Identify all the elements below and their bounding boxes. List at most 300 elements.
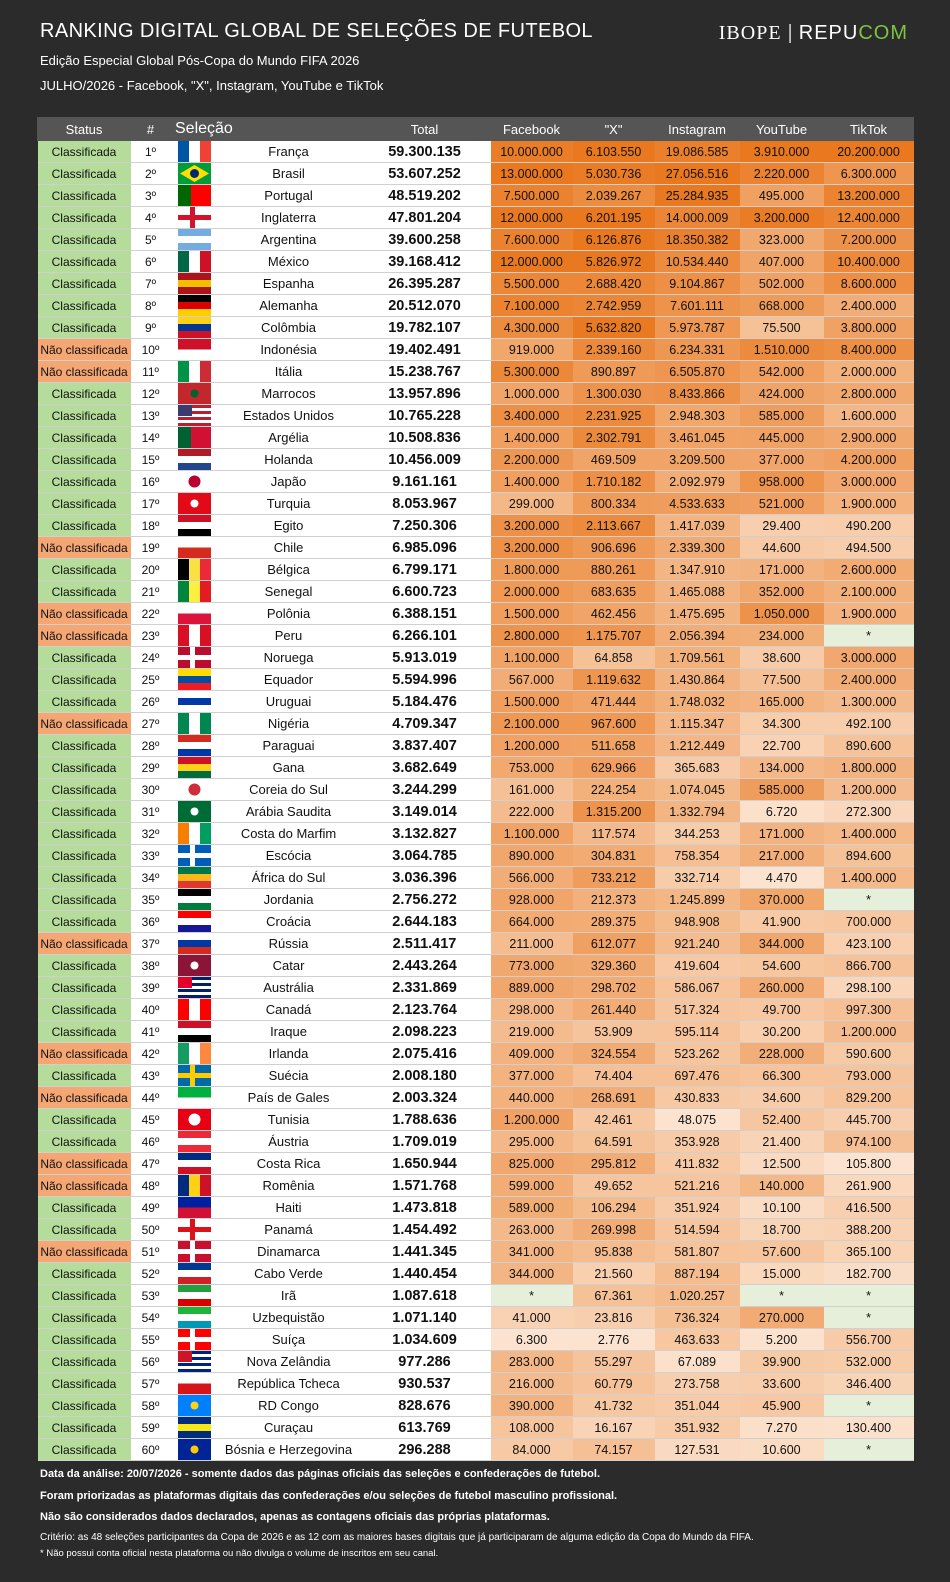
value-cell-x: 95.838 <box>573 1241 655 1263</box>
total-cell: 1.709.019 <box>359 1131 491 1153</box>
flag-icon <box>178 1285 211 1306</box>
value-cell-tiktok: 1.800.000 <box>824 757 914 779</box>
logo-com: COM <box>858 22 908 44</box>
value-cell-instagram: 1.417.039 <box>655 515 740 537</box>
value-cell-tiktok: 974.100 <box>824 1131 914 1153</box>
value-cell-tiktok: 1.400.000 <box>824 867 914 889</box>
flag-icon <box>178 207 211 228</box>
rank-cell: 27º <box>131 713 171 735</box>
rank-cell: 34º <box>131 867 171 889</box>
flag-icon <box>178 867 211 888</box>
total-cell: 1.071.140 <box>359 1307 491 1329</box>
value-cell-facebook: 1.200.000 <box>491 1109 573 1131</box>
flag-icon <box>178 515 211 536</box>
table-row <box>38 1241 914 1263</box>
rank-cell: 38º <box>131 955 171 977</box>
value-cell-facebook: 1.800.000 <box>491 559 573 581</box>
total-cell: 1.650.944 <box>359 1153 491 1175</box>
table-row <box>38 1021 914 1043</box>
value-cell-tiktok: 1.200.000 <box>824 1021 914 1043</box>
status-cell: Não classificada <box>38 713 131 735</box>
value-cell-x: 74.404 <box>573 1065 655 1087</box>
value-cell-facebook: 1.100.000 <box>491 647 573 669</box>
status-cell: Classificada <box>38 471 131 493</box>
value-cell-instagram: 1.347.910 <box>655 559 740 581</box>
total-cell: 3.244.299 <box>359 779 491 801</box>
value-cell-x: 890.897 <box>573 361 655 383</box>
flag-icon <box>178 603 211 624</box>
status-cell: Não classificada <box>38 1153 131 1175</box>
rank-cell: 58º <box>131 1395 171 1417</box>
value-cell-tiktok: 1.200.000 <box>824 779 914 801</box>
value-cell-youtube: 29.400 <box>740 515 824 537</box>
total-cell: 2.075.416 <box>359 1043 491 1065</box>
flag-cell <box>171 405 219 427</box>
value-cell-youtube: 22.700 <box>740 735 824 757</box>
value-cell-tiktok: 1.900.000 <box>824 603 914 625</box>
flag-cell <box>171 1241 219 1263</box>
flag-icon <box>178 999 211 1020</box>
value-cell-x: 1.119.632 <box>573 669 655 691</box>
value-cell-instagram: 351.932 <box>655 1417 740 1439</box>
total-cell: 47.801.204 <box>359 207 491 229</box>
header-youtube: YouTube <box>740 118 824 141</box>
value-cell-facebook: 7.500.000 <box>491 185 573 207</box>
value-cell-tiktok: 3.000.000 <box>824 647 914 669</box>
flag-icon <box>178 185 211 206</box>
table-row <box>38 141 914 163</box>
flag-icon <box>178 383 211 404</box>
status-cell: Classificada <box>38 493 131 515</box>
value-cell-tiktok: 997.300 <box>824 999 914 1021</box>
value-cell-x: 6.126.876 <box>573 229 655 251</box>
header-selecao: Seleção <box>171 118 359 141</box>
team-name-cell: Haiti <box>219 1197 359 1219</box>
value-cell-facebook: 1.500.000 <box>491 603 573 625</box>
status-cell: Classificada <box>38 823 131 845</box>
value-cell-instagram: 6.234.331 <box>655 339 740 361</box>
status-cell: Classificada <box>38 1307 131 1329</box>
value-cell-instagram: 18.350.382 <box>655 229 740 251</box>
value-cell-instagram: 365.683 <box>655 757 740 779</box>
team-name-cell: Nova Zelândia <box>219 1351 359 1373</box>
value-cell-tiktok: 894.600 <box>824 845 914 867</box>
team-name-cell: Polônia <box>219 603 359 625</box>
value-cell-x: 289.375 <box>573 911 655 933</box>
value-cell-x: 2.776 <box>573 1329 655 1351</box>
flag-icon <box>178 273 211 294</box>
value-cell-youtube: 7.270 <box>740 1417 824 1439</box>
flag-icon <box>178 1263 211 1284</box>
value-cell-tiktok: 1.400.000 <box>824 823 914 845</box>
value-cell-youtube: 140.000 <box>740 1175 824 1197</box>
table-row <box>38 449 914 471</box>
value-cell-instagram: 517.324 <box>655 999 740 1021</box>
value-cell-facebook: 1.500.000 <box>491 691 573 713</box>
value-cell-facebook: 6.300 <box>491 1329 573 1351</box>
flag-cell <box>171 1065 219 1087</box>
total-cell: 9.161.161 <box>359 471 491 493</box>
flag-cell <box>171 955 219 977</box>
flag-icon <box>178 801 211 822</box>
value-cell-tiktok: 866.700 <box>824 955 914 977</box>
value-cell-facebook: 3.400.000 <box>491 405 573 427</box>
total-cell: 2.756.272 <box>359 889 491 911</box>
value-cell-facebook: 2.000.000 <box>491 581 573 603</box>
rank-cell: 39º <box>131 977 171 999</box>
value-cell-youtube: 134.000 <box>740 757 824 779</box>
status-cell: Não classificada <box>38 361 131 383</box>
value-cell-instagram: 1.074.045 <box>655 779 740 801</box>
status-cell: Classificada <box>38 647 131 669</box>
table-row <box>38 977 914 999</box>
value-cell-tiktok: 10.400.000 <box>824 251 914 273</box>
value-cell-x: 629.966 <box>573 757 655 779</box>
value-cell-facebook: 2.100.000 <box>491 713 573 735</box>
team-name-cell: Senegal <box>219 581 359 603</box>
team-name-cell: Curaçau <box>219 1417 359 1439</box>
status-cell: Classificada <box>38 1285 131 1307</box>
flag-icon <box>178 1329 211 1350</box>
total-cell: 3.036.396 <box>359 867 491 889</box>
total-cell: 3.132.827 <box>359 823 491 845</box>
value-cell-youtube: 260.000 <box>740 977 824 999</box>
logo-separator: | <box>787 22 793 44</box>
value-cell-instagram: 948.908 <box>655 911 740 933</box>
total-cell: 2.644.183 <box>359 911 491 933</box>
rank-cell: 24º <box>131 647 171 669</box>
flag-cell <box>171 1263 219 1285</box>
flag-icon <box>178 779 211 800</box>
value-cell-instagram: 3.461.045 <box>655 427 740 449</box>
value-cell-facebook: 3.200.000 <box>491 515 573 537</box>
team-name-cell: Portugal <box>219 185 359 207</box>
total-cell: 2.098.223 <box>359 1021 491 1043</box>
value-cell-tiktok: * <box>824 1395 914 1417</box>
flag-cell <box>171 1153 219 1175</box>
value-cell-x: 2.113.667 <box>573 515 655 537</box>
flag-icon <box>178 449 211 470</box>
value-cell-facebook: 889.000 <box>491 977 573 999</box>
value-cell-facebook: 1.400.000 <box>491 427 573 449</box>
table-row <box>38 493 914 515</box>
value-cell-facebook: 753.000 <box>491 757 573 779</box>
flag-icon <box>178 1197 211 1218</box>
value-cell-facebook: 7.600.000 <box>491 229 573 251</box>
rank-cell: 25º <box>131 669 171 691</box>
flag-cell <box>171 361 219 383</box>
value-cell-x: 5.632.820 <box>573 317 655 339</box>
total-cell: 613.769 <box>359 1417 491 1439</box>
flag-cell <box>171 383 219 405</box>
rank-cell: 50º <box>131 1219 171 1241</box>
value-cell-instagram: 351.924 <box>655 1197 740 1219</box>
team-name-cell: Itália <box>219 361 359 383</box>
value-cell-facebook: 219.000 <box>491 1021 573 1043</box>
flag-icon <box>178 1219 211 1240</box>
rank-cell: 52º <box>131 1263 171 1285</box>
team-name-cell: Bósnia e Herzegovina <box>219 1439 359 1461</box>
rank-cell: 60º <box>131 1439 171 1461</box>
status-cell: Classificada <box>38 911 131 933</box>
value-cell-facebook: 440.000 <box>491 1087 573 1109</box>
flag-cell <box>171 581 219 603</box>
table-row <box>38 1439 914 1461</box>
team-name-cell: Tunisia <box>219 1109 359 1131</box>
value-cell-facebook: 1.400.000 <box>491 471 573 493</box>
flag-icon <box>178 691 211 712</box>
value-cell-instagram: 1.709.561 <box>655 647 740 669</box>
status-cell: Classificada <box>38 1065 131 1087</box>
rank-cell: 59º <box>131 1417 171 1439</box>
status-cell: Classificada <box>38 1021 131 1043</box>
value-cell-x: 41.732 <box>573 1395 655 1417</box>
total-cell: 6.985.096 <box>359 537 491 559</box>
team-name-cell: Costa Rica <box>219 1153 359 1175</box>
value-cell-youtube: 10.600 <box>740 1439 824 1461</box>
status-cell: Classificada <box>38 669 131 691</box>
rank-cell: 13º <box>131 405 171 427</box>
value-cell-x: 269.998 <box>573 1219 655 1241</box>
status-cell: Classificada <box>38 977 131 999</box>
flag-cell <box>171 251 219 273</box>
value-cell-instagram: 2.056.394 <box>655 625 740 647</box>
value-cell-instagram: 736.324 <box>655 1307 740 1329</box>
rank-cell: 35º <box>131 889 171 911</box>
table-row <box>38 185 914 207</box>
status-cell: Não classificada <box>38 1043 131 1065</box>
status-cell: Não classificada <box>38 933 131 955</box>
value-cell-x: 2.231.925 <box>573 405 655 427</box>
value-cell-tiktok: 445.700 <box>824 1109 914 1131</box>
value-cell-x: 23.816 <box>573 1307 655 1329</box>
value-cell-x: 212.373 <box>573 889 655 911</box>
flag-cell <box>171 273 219 295</box>
total-cell: 1.441.345 <box>359 1241 491 1263</box>
value-cell-facebook: 41.000 <box>491 1307 573 1329</box>
value-cell-instagram: 1.020.257 <box>655 1285 740 1307</box>
footer-note-criteria: Critério: as 48 seleções participantes da Copa de 2026 e as 12 com as maiores bases digitais que já participaram de alguma edição da Copa do Mundo da FIFA. <box>40 1532 754 1543</box>
rank-cell: 8º <box>131 295 171 317</box>
table-row <box>38 801 914 823</box>
value-cell-x: 298.702 <box>573 977 655 999</box>
value-cell-instagram: 127.531 <box>655 1439 740 1461</box>
status-cell: Classificada <box>38 779 131 801</box>
rank-cell: 49º <box>131 1197 171 1219</box>
status-cell: Classificada <box>38 273 131 295</box>
value-cell-x: 117.574 <box>573 823 655 845</box>
value-cell-youtube: 502.000 <box>740 273 824 295</box>
status-cell: Classificada <box>38 955 131 977</box>
table-row <box>38 251 914 273</box>
value-cell-instagram: 4.533.633 <box>655 493 740 515</box>
team-name-cell: Holanda <box>219 449 359 471</box>
value-cell-tiktok: 590.600 <box>824 1043 914 1065</box>
value-cell-instagram: 419.604 <box>655 955 740 977</box>
total-cell: 7.250.306 <box>359 515 491 537</box>
header <box>0 0 950 116</box>
table-row <box>38 1153 914 1175</box>
flag-cell <box>171 559 219 581</box>
flag-cell <box>171 1373 219 1395</box>
value-cell-x: 1.710.182 <box>573 471 655 493</box>
header-instagram: Instagram <box>655 118 740 141</box>
total-cell: 39.600.258 <box>359 229 491 251</box>
total-cell: 6.266.101 <box>359 625 491 647</box>
flag-cell <box>171 1307 219 1329</box>
value-cell-tiktok: 8.600.000 <box>824 273 914 295</box>
value-cell-youtube: 377.000 <box>740 449 824 471</box>
team-name-cell: Suíça <box>219 1329 359 1351</box>
status-cell: Classificada <box>38 559 131 581</box>
rank-cell: 7º <box>131 273 171 295</box>
flag-cell <box>171 1285 219 1307</box>
team-name-cell: Estados Unidos <box>219 405 359 427</box>
table-row <box>38 713 914 735</box>
value-cell-tiktok: 3.800.000 <box>824 317 914 339</box>
value-cell-instagram: 8.433.866 <box>655 383 740 405</box>
total-cell: 6.799.171 <box>359 559 491 581</box>
status-cell: Classificada <box>38 295 131 317</box>
table-row <box>38 911 914 933</box>
value-cell-facebook: 567.000 <box>491 669 573 691</box>
rank-cell: 19º <box>131 537 171 559</box>
table-row <box>38 691 914 713</box>
flag-cell <box>171 779 219 801</box>
value-cell-tiktok: 388.200 <box>824 1219 914 1241</box>
value-cell-facebook: 919.000 <box>491 339 573 361</box>
value-cell-youtube: 45.900 <box>740 1395 824 1417</box>
table-row <box>38 515 914 537</box>
flag-cell <box>171 603 219 625</box>
flag-cell <box>171 427 219 449</box>
value-cell-instagram: 27.056.516 <box>655 163 740 185</box>
value-cell-x: 6.201.195 <box>573 207 655 229</box>
table-row <box>38 1351 914 1373</box>
value-cell-x: 324.554 <box>573 1043 655 1065</box>
rank-cell: 40º <box>131 999 171 1021</box>
table-row <box>38 405 914 427</box>
value-cell-facebook: 5.500.000 <box>491 273 573 295</box>
flag-icon <box>178 647 211 668</box>
team-name-cell: Canadá <box>219 999 359 1021</box>
value-cell-instagram: 3.209.500 <box>655 449 740 471</box>
rank-cell: 20º <box>131 559 171 581</box>
value-cell-instagram: 1.430.864 <box>655 669 740 691</box>
team-name-cell: Rússia <box>219 933 359 955</box>
rank-cell: 23º <box>131 625 171 647</box>
table-row <box>38 273 914 295</box>
value-cell-facebook: 2.800.000 <box>491 625 573 647</box>
value-cell-youtube: 2.220.000 <box>740 163 824 185</box>
rank-cell: 11º <box>131 361 171 383</box>
team-name-cell: Japão <box>219 471 359 493</box>
flag-cell <box>171 735 219 757</box>
value-cell-tiktok: * <box>824 1439 914 1461</box>
flag-cell <box>171 493 219 515</box>
value-cell-youtube: 33.600 <box>740 1373 824 1395</box>
status-cell: Classificada <box>38 1263 131 1285</box>
total-cell: 48.519.202 <box>359 185 491 207</box>
value-cell-youtube: 38.600 <box>740 647 824 669</box>
status-cell: Classificada <box>38 141 131 163</box>
rank-cell: 43º <box>131 1065 171 1087</box>
team-name-cell: Colômbia <box>219 317 359 339</box>
value-cell-instagram: 595.114 <box>655 1021 740 1043</box>
header-status: Status <box>38 118 131 141</box>
team-name-cell: Iraque <box>219 1021 359 1043</box>
team-name-cell: Turquia <box>219 493 359 515</box>
value-cell-facebook: 344.000 <box>491 1263 573 1285</box>
team-name-cell: Panamá <box>219 1219 359 1241</box>
value-cell-youtube: 585.000 <box>740 405 824 427</box>
table-row <box>38 845 914 867</box>
table-row <box>38 1329 914 1351</box>
rank-cell: 29º <box>131 757 171 779</box>
value-cell-youtube: 6.720 <box>740 801 824 823</box>
value-cell-youtube: 585.000 <box>740 779 824 801</box>
value-cell-facebook: 161.000 <box>491 779 573 801</box>
value-cell-tiktok: 4.200.000 <box>824 449 914 471</box>
value-cell-x: 511.658 <box>573 735 655 757</box>
status-cell: Classificada <box>38 845 131 867</box>
value-cell-instagram: 1.748.032 <box>655 691 740 713</box>
status-cell: Classificada <box>38 1109 131 1131</box>
table-row <box>38 559 914 581</box>
footer-note-date: Data da análise: 20/07/2026 - somente dados das páginas oficiais das seleções e confederações de futebol. <box>40 1468 601 1480</box>
status-cell: Classificada <box>38 427 131 449</box>
table-row <box>38 1263 914 1285</box>
value-cell-facebook: 12.000.000 <box>491 207 573 229</box>
team-name-cell: Peru <box>219 625 359 647</box>
rank-cell: 56º <box>131 1351 171 1373</box>
value-cell-x: 612.077 <box>573 933 655 955</box>
team-name-cell: Egito <box>219 515 359 537</box>
rank-cell: 5º <box>131 229 171 251</box>
flag-cell <box>171 823 219 845</box>
total-cell: 8.053.967 <box>359 493 491 515</box>
total-cell: 1.571.768 <box>359 1175 491 1197</box>
flag-cell <box>171 1043 219 1065</box>
rank-cell: 42º <box>131 1043 171 1065</box>
value-cell-tiktok: 2.800.000 <box>824 383 914 405</box>
value-cell-x: 106.294 <box>573 1197 655 1219</box>
rank-cell: 17º <box>131 493 171 515</box>
value-cell-x: 295.812 <box>573 1153 655 1175</box>
rank-cell: 2º <box>131 163 171 185</box>
team-name-cell: Argélia <box>219 427 359 449</box>
value-cell-instagram: 1.475.695 <box>655 603 740 625</box>
flag-cell <box>171 977 219 999</box>
value-cell-youtube: 958.000 <box>740 471 824 493</box>
flag-icon <box>178 317 211 338</box>
flag-icon <box>178 955 211 976</box>
flag-cell <box>171 911 219 933</box>
status-cell: Não classificada <box>38 625 131 647</box>
team-name-cell: Austrália <box>219 977 359 999</box>
table-row <box>38 757 914 779</box>
value-cell-youtube: 54.600 <box>740 955 824 977</box>
value-cell-instagram: 10.534.440 <box>655 251 740 273</box>
flag-cell <box>171 449 219 471</box>
table-row <box>38 625 914 647</box>
flag-cell <box>171 867 219 889</box>
team-name-cell: Nigéria <box>219 713 359 735</box>
value-cell-youtube: 41.900 <box>740 911 824 933</box>
value-cell-tiktok: * <box>824 1307 914 1329</box>
header-total: Total <box>359 118 491 141</box>
value-cell-tiktok: 7.200.000 <box>824 229 914 251</box>
